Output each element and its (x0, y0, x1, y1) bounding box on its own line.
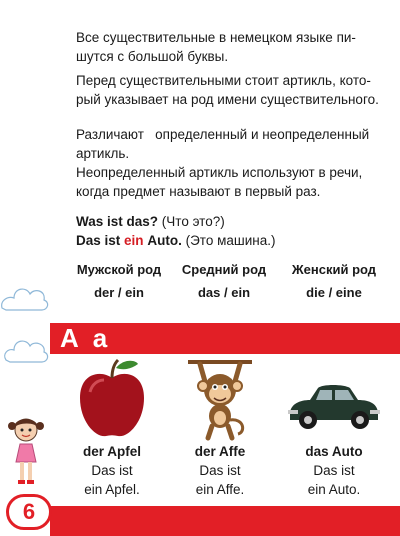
page-number: 6 (6, 494, 52, 530)
car-icon (286, 356, 382, 442)
card-line: Das ist (91, 463, 133, 478)
text-line: шутся с большой буквы. (76, 49, 229, 64)
text-line: Различают определенный и неопределенный (76, 127, 370, 142)
card-word: der Affe (194, 444, 246, 459)
gender-articles: das / ein (197, 285, 251, 300)
card-line: ein Auto. (307, 482, 361, 497)
example-question (76, 212, 225, 231)
bottom-bar (50, 506, 400, 536)
vocab-card-car (282, 356, 386, 499)
gender-masculine (64, 262, 174, 300)
text-line: рый указывает на род имени существительного. (76, 92, 379, 107)
text-line: Все существительные в немецком языке пи- (76, 30, 356, 45)
gender-name: Средний род (181, 262, 267, 277)
gender-articles: der / ein (94, 285, 144, 300)
gender-name: Женский род (291, 262, 377, 277)
example-answer (76, 231, 275, 250)
vocab-card-apple (62, 356, 162, 499)
gender-neuter (174, 262, 274, 300)
card-line: ein Affe. (195, 482, 245, 497)
letter-banner (50, 323, 400, 354)
example-article-highlight: ein (124, 233, 144, 248)
vocab-card-monkey (170, 356, 270, 499)
apple-icon (72, 356, 152, 442)
letter-lower: a (92, 323, 108, 353)
gender-name: Мужской род (76, 262, 162, 277)
card-word: das Auto (305, 444, 363, 459)
paragraph-article-types (76, 125, 390, 163)
card-word: der Apfel (82, 444, 141, 459)
example-german: Was ist das? (76, 214, 159, 229)
text-line: Перед существительными стоит артикль, кото- (76, 73, 371, 88)
letter-upper: A (60, 323, 79, 353)
text-line: когда предмет называют в первый раз. (76, 184, 321, 199)
text-line: артикль. (76, 146, 130, 161)
paragraph-article-gender (76, 71, 390, 109)
paragraph-capitalization (76, 28, 390, 66)
example-german: Auto. (147, 233, 182, 248)
text-line: Неопределенный артикль используют в речи, (76, 165, 363, 180)
card-line: Das ist (313, 463, 355, 478)
card-line: ein Apfel. (84, 482, 140, 497)
example-translation: (Это машина.) (185, 233, 276, 248)
gender-articles: die / eine (306, 285, 362, 300)
banner-letters (60, 324, 107, 353)
girl-icon (6, 412, 46, 492)
example-german: Das ist (76, 233, 121, 248)
paragraph-indefinite-article (76, 163, 390, 201)
gender-feminine (282, 262, 386, 300)
monkey-icon (180, 356, 260, 442)
left-decoration (0, 0, 50, 536)
cloud-icon (2, 330, 50, 370)
example-translation: (Что это?) (161, 214, 225, 229)
card-line: Das ist (199, 463, 241, 478)
cloud-icon (0, 278, 50, 318)
